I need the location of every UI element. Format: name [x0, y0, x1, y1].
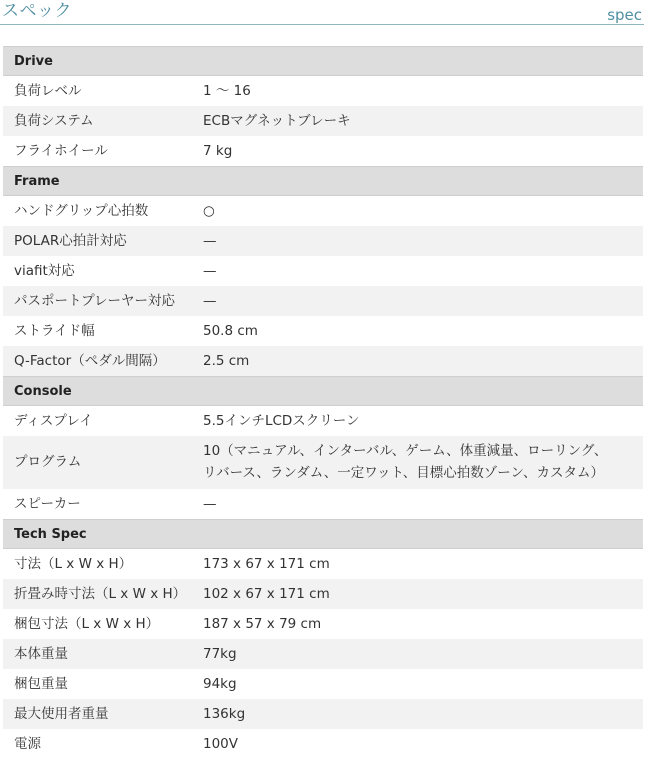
row-value: —: [203, 263, 217, 279]
row-label: 最大使用者重量: [14, 706, 109, 722]
table-row: [3, 549, 643, 579]
row-value: 2.5 cm: [203, 353, 250, 369]
row-value: 187 x 57 x 79 cm: [203, 616, 322, 632]
table-row: [3, 729, 643, 759]
row-value: 173 x 67 x 171 cm: [203, 556, 330, 572]
row-value: 102 x 67 x 171 cm: [203, 586, 330, 602]
row-value: —: [203, 233, 217, 249]
row-label: 折畳み時寸法（L x W x H）: [14, 586, 187, 602]
table-row: [3, 226, 643, 256]
table-row: [3, 489, 643, 519]
table-row: [3, 406, 643, 436]
row-label: ディスプレイ: [14, 413, 93, 429]
row-value: —: [203, 496, 217, 512]
row-value: 100V: [203, 736, 239, 752]
row-label: POLAR心拍計対応: [14, 233, 127, 249]
spec-table: [3, 46, 643, 759]
row-value: 94kg: [203, 676, 237, 692]
table-row: [3, 106, 643, 136]
table-row: [3, 136, 643, 166]
row-label: 負荷レベル: [14, 83, 82, 99]
table-row: [3, 699, 643, 729]
row-value: ○: [203, 203, 215, 219]
section-header-console: Console: [3, 376, 643, 406]
row-label: 寸法（L x W x H）: [14, 556, 133, 572]
row-label: Q-Factor（ペダル間隔）: [14, 353, 166, 369]
table-row: [3, 436, 643, 489]
table-row: [3, 346, 643, 376]
row-value: 1 ～ 16: [203, 83, 251, 99]
row-value: 50.8 cm: [203, 323, 258, 339]
row-label: フライホイール: [14, 143, 108, 159]
section-header-frame: Frame: [3, 166, 643, 196]
row-value: 77kg: [203, 646, 237, 662]
row-label: スピーカー: [14, 496, 81, 512]
row-value: 136kg: [203, 706, 246, 722]
row-value: [193, 436, 643, 489]
table-row: [3, 609, 643, 639]
row-label: ハンドグリップ心拍数: [14, 203, 149, 219]
row-label: viafit対応: [14, 263, 75, 279]
table-row: [3, 256, 643, 286]
row-label: 負荷システム: [14, 113, 94, 129]
row-label: プログラム: [14, 454, 82, 470]
row-label: 梱包重量: [14, 676, 68, 692]
table-row: [3, 76, 643, 106]
row-label: パスポートプレーヤー対応: [14, 293, 176, 309]
page-subtitle: spec: [607, 6, 642, 24]
row-value: 5.5インチLCDスクリーン: [203, 413, 360, 429]
section-header-tech-spec: Tech Spec: [3, 519, 643, 549]
table-row: [3, 196, 643, 226]
table-row: [3, 579, 643, 609]
row-label: 電源: [14, 736, 41, 752]
row-value: 7 kg: [203, 143, 233, 159]
row-label: ストライド幅: [14, 323, 95, 339]
page-title: スペック: [2, 1, 72, 21]
row-value-line-2: リバース、ランダム、一定ワット、目標心拍数ゾーン、カスタム）: [203, 465, 604, 481]
row-label: 本体重量: [14, 646, 68, 662]
row-value: ECBマグネットブレーキ: [203, 113, 351, 129]
table-row: [3, 286, 643, 316]
row-label: 梱包寸法（L x W x H）: [14, 616, 160, 632]
row-value-line-1: 10（マニュアル、インターバル、ゲーム、体重減量、ローリング、: [203, 443, 608, 459]
table-row: [3, 669, 643, 699]
section-header-drive: Drive: [3, 46, 643, 76]
row-value: —: [203, 293, 217, 309]
spec-header: [0, 0, 644, 25]
table-row: [3, 639, 643, 669]
table-row: [3, 316, 643, 346]
